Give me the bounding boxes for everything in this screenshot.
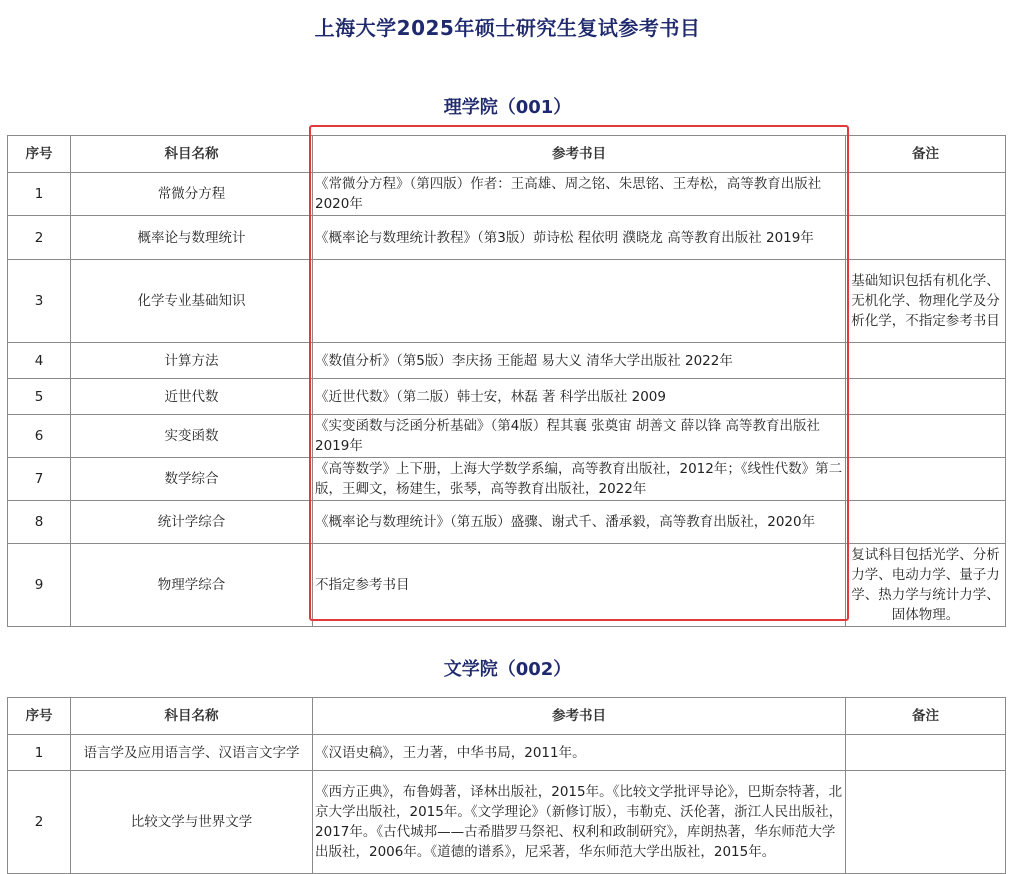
- table-row: [8, 415, 1006, 458]
- header-no: 序号: [8, 136, 71, 173]
- row-note: [846, 735, 1006, 771]
- table-row: [8, 343, 1006, 379]
- row-books: 《概率论与数理统计》（第五版）盛骤、谢式千、潘承毅，高等教育出版社，2020年: [313, 501, 846, 544]
- table-row: [8, 260, 1006, 343]
- row-subject: 语言学及应用语言学、汉语言文字学: [71, 735, 313, 771]
- row-subject: 计算方法: [71, 343, 313, 379]
- row-note: [846, 379, 1006, 415]
- row-no: 1: [8, 173, 71, 216]
- row-subject: 常微分方程: [71, 173, 313, 216]
- header-note: 备注: [846, 136, 1006, 173]
- row-no: 2: [8, 771, 71, 874]
- table-row: [8, 735, 1006, 771]
- row-note: 基础知识包括有机化学、无机化学、物理化学及分析化学，不指定参考书目: [846, 260, 1006, 343]
- row-note: [846, 216, 1006, 260]
- row-note: 复试科目包括光学、分析力学、电动力学、量子力学、热力学与统计力学、固体物理。: [846, 544, 1006, 627]
- header-subject: 科目名称: [71, 136, 313, 173]
- table-header-row: [8, 136, 1006, 173]
- row-note: [846, 771, 1006, 874]
- row-no: 5: [8, 379, 71, 415]
- row-books: 《近世代数》（第二版）韩士安，林磊 著 科学出版社 2009: [313, 379, 846, 415]
- row-subject: 概率论与数理统计: [71, 216, 313, 260]
- row-subject: 物理学综合: [71, 544, 313, 627]
- row-note: [846, 415, 1006, 458]
- table-row: [8, 173, 1006, 216]
- table-row: [8, 501, 1006, 544]
- header-books: 参考书目: [313, 136, 846, 173]
- header-note: 备注: [846, 698, 1006, 735]
- row-note: [846, 501, 1006, 544]
- row-no: 7: [8, 458, 71, 501]
- row-subject: 数学综合: [71, 458, 313, 501]
- row-subject: 比较文学与世界文学: [71, 771, 313, 874]
- row-books: 《常微分方程》（第四版）作者：王高雄、周之铭、朱思铭、王寿松，高等教育出版社 2020年: [313, 173, 846, 216]
- row-subject: 化学专业基础知识: [71, 260, 313, 343]
- page-title: 上海大学2025年硕士研究生复试参考书目: [314, 16, 701, 40]
- table-header-row: [8, 698, 1006, 735]
- row-books: 《高等数学》上下册，上海大学数学系编，高等教育出版社，2012年；《线性代数》第二版，王卿文，杨建生，张琴，高等教育出版社，2022年: [313, 458, 846, 501]
- row-books: 《数值分析》（第5版）李庆扬 王能超 易大义 清华大学出版社 2022年: [313, 343, 846, 379]
- row-subject: 统计学综合: [71, 501, 313, 544]
- header-no: 序号: [8, 698, 71, 735]
- row-no: 6: [8, 415, 71, 458]
- section-title-liberal-arts: 文学院（002）: [443, 659, 572, 680]
- row-books: 《西方正典》，布鲁姆著，译林出版社，2015年。《比较文学批评导论》，巴斯奈特著，北京大学出版社，2015年。《文学理论》（新修订版），韦勒克、沃伦著，浙江人民出版社，2017年。《古代城邦——古希腊罗马祭祀、权利和政制研究》，库朗热著，华东师范大学出版社，2006年。《道德的谱系》，尼采著，华东师范大学出版社，2015年。: [313, 771, 846, 874]
- table-row: [8, 771, 1006, 874]
- header-subject: 科目名称: [71, 698, 313, 735]
- row-note: [846, 173, 1006, 216]
- row-subject: 近世代数: [71, 379, 313, 415]
- section-title-science: 理学院（001）: [443, 97, 572, 118]
- liberal-arts-table: [7, 697, 1006, 874]
- table-row: [8, 379, 1006, 415]
- row-books: [313, 260, 846, 343]
- row-no: 1: [8, 735, 71, 771]
- table-row: [8, 216, 1006, 260]
- row-no: 4: [8, 343, 71, 379]
- row-note: [846, 343, 1006, 379]
- row-books: 《概率论与数理统计教程》（第3版）茆诗松 程依明 濮晓龙 高等教育出版社 2019年: [313, 216, 846, 260]
- row-books: 不指定参考书目: [313, 544, 846, 627]
- row-no: 9: [8, 544, 71, 627]
- row-books: 《汉语史稿》，王力著，中华书局，2011年。: [313, 735, 846, 771]
- header-books: 参考书目: [313, 698, 846, 735]
- row-note: [846, 458, 1006, 501]
- table-row: [8, 544, 1006, 627]
- row-subject: 实变函数: [71, 415, 313, 458]
- table-row: [8, 458, 1006, 501]
- row-no: 3: [8, 260, 71, 343]
- row-no: 2: [8, 216, 71, 260]
- row-no: 8: [8, 501, 71, 544]
- science-table: [7, 135, 1006, 627]
- row-books: 《实变函数与泛函分析基础》（第4版）程其襄 张奠宙 胡善文 薛以锋 高等教育出版社 2019年: [313, 415, 846, 458]
